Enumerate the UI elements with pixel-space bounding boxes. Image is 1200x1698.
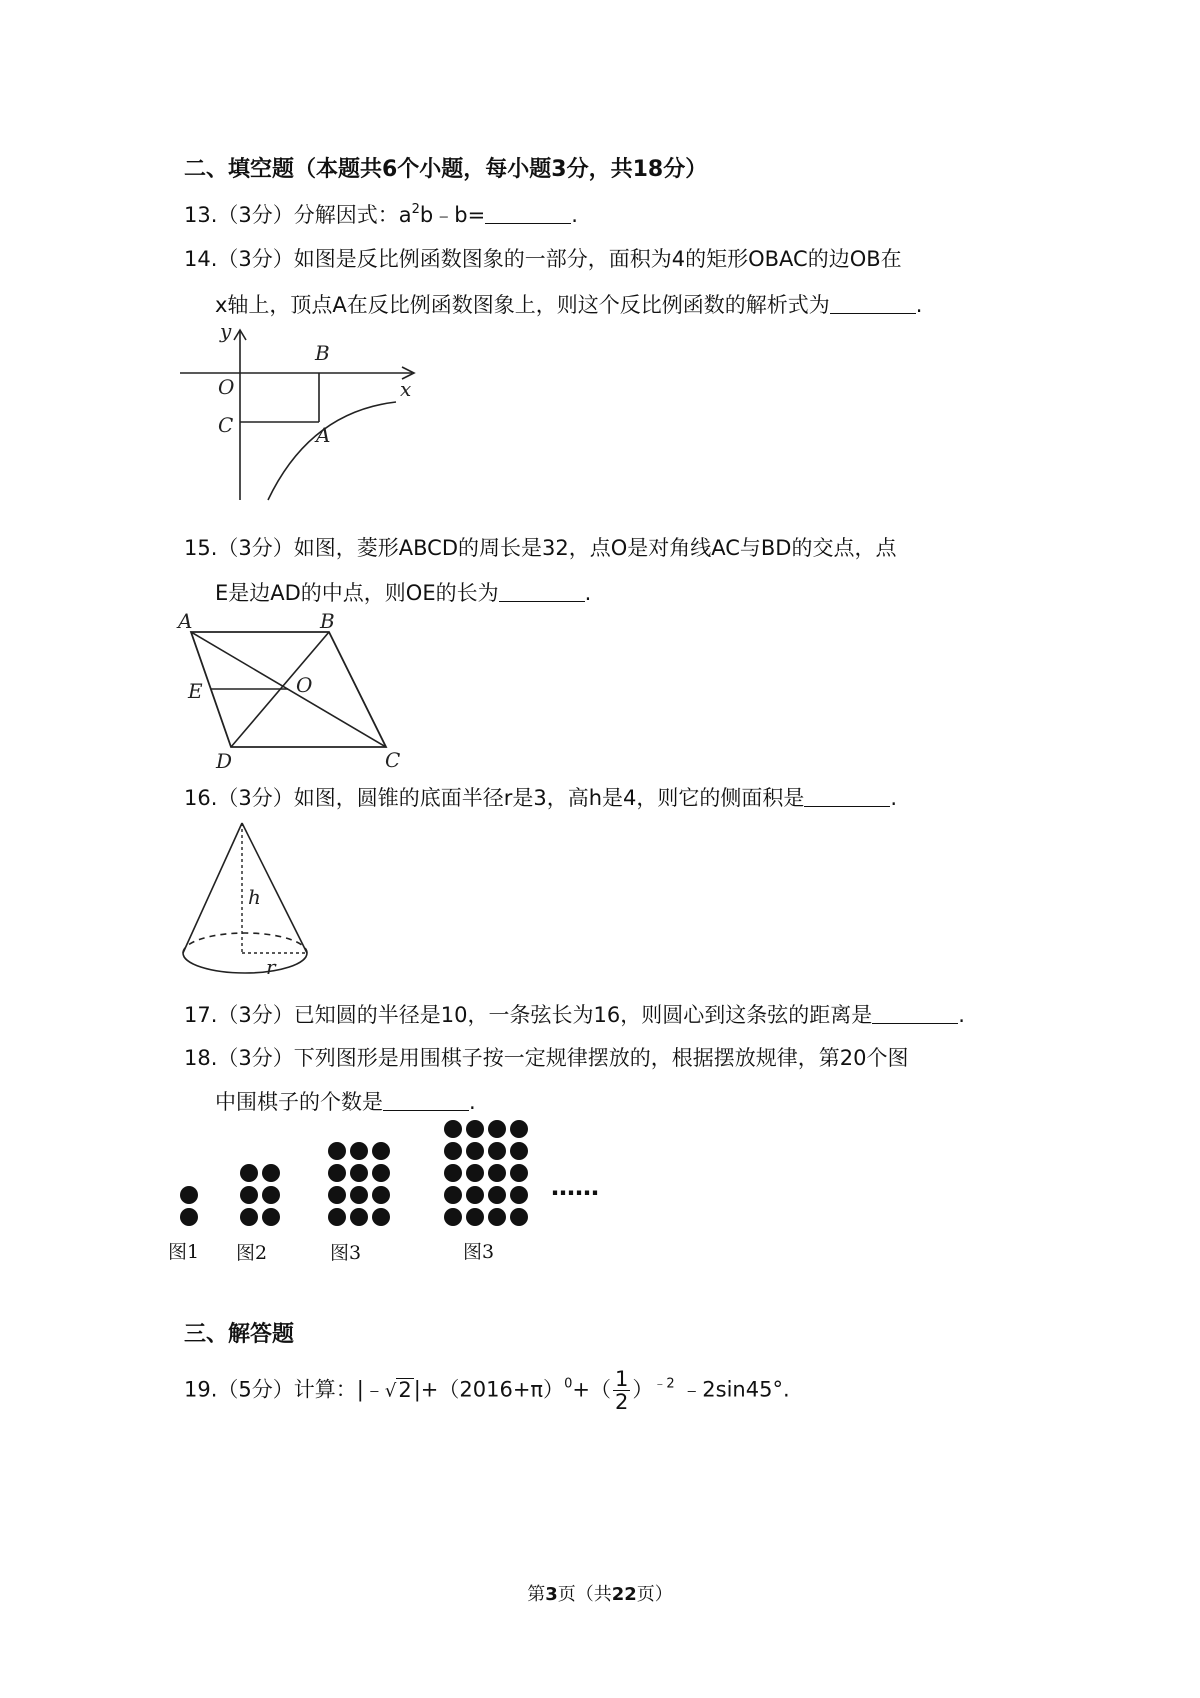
go-stone [466,1208,484,1226]
q19-fraction [613,1368,630,1413]
label-b: B [315,341,330,365]
stones-group [180,1120,528,1226]
q18-period: . [469,1090,476,1114]
go-stone [328,1142,346,1160]
caption-fig3: 图3 [330,1242,362,1264]
go-stone [372,1142,390,1160]
q17-text: 17.（3分）已知圆的半径是10，一条弦长为16，则圆心到这条弦的距离是 [184,1003,873,1027]
label-y: y [220,319,232,343]
label-x: x [400,377,412,401]
q15-period: . [584,581,592,605]
go-stone [240,1164,258,1182]
footer-page-number: 3 [545,1584,558,1605]
label-o: O [218,375,235,399]
label-h: h [248,885,261,909]
go-stone [262,1208,280,1226]
q14-period: . [915,293,923,317]
go-stone [328,1208,346,1226]
label-a: A [178,609,193,633]
section-3-title: 三、解答题 [184,1322,295,1347]
go-stone [350,1164,368,1182]
go-stone [328,1186,346,1204]
go-stone [510,1142,528,1160]
footer-suffix: 页） [636,1584,673,1605]
q13-answer-blank[interactable] [485,201,571,224]
q19-frac-num: 1 [614,1367,629,1391]
go-stone [444,1164,462,1182]
q19-exp-zero: 0 [564,1376,573,1392]
q18-figure [168,1125,638,1275]
question-18-line2 [215,1087,476,1117]
go-stone [466,1120,484,1138]
label-c: C [218,413,234,437]
go-stone [350,1186,368,1204]
q19-close-paren: ） [632,1377,654,1402]
q15-answer-blank[interactable] [499,579,585,602]
q14-answer-blank[interactable] [830,291,916,314]
q14-text-line2: x轴上，顶点A在反比例函数图象上，则这个反比例函数的解析式为 [215,293,830,317]
go-stone [466,1164,484,1182]
go-stone [510,1120,528,1138]
footer-total-pages: 22 [611,1584,637,1605]
go-stone [180,1208,198,1226]
q19-abs-open: |﹣ [356,1377,385,1402]
label-c: C [385,748,401,772]
q15-figure [178,609,410,773]
go-stone [240,1186,258,1204]
cone-base-front [183,953,307,973]
go-stone [444,1120,462,1138]
go-stone [372,1208,390,1226]
go-stone [488,1208,506,1226]
q19-plus: +（ [572,1377,611,1402]
q19-exp-neg2: ﹣2 [653,1376,675,1392]
go-stone [444,1142,462,1160]
q18-text-line2: 中围棋子的个数是 [215,1090,383,1114]
q15-text-line1: 15.（3分）如图，菱形ABCD的周长是32，点O是对角线AC与BD的交点，点 [184,536,897,560]
cone-base-back [183,933,307,953]
label-b: B [320,609,335,633]
question-18-line1 [184,1043,908,1073]
go-stone [262,1164,280,1182]
page-footer [0,1580,1200,1606]
q19-prefix: 19.（5分）计算： [184,1377,357,1402]
section-2-title: 二、填空题（本题共6个小题，每小题3分，共18分） [184,157,708,182]
section-3-heading [184,1320,294,1350]
question-13 [184,200,578,230]
go-stone [262,1186,280,1204]
label-e: E [188,679,203,703]
go-stone [350,1208,368,1226]
go-stone [488,1142,506,1160]
go-stone [488,1120,506,1138]
go-stone [510,1208,528,1226]
q19-frac-den: 2 [614,1390,629,1414]
hyperbola-curve [268,402,396,500]
label-a: A [316,423,331,447]
q18-answer-blank[interactable] [383,1088,469,1111]
go-stone [510,1164,528,1182]
q13-text: 13.（3分）分解因式：a [184,203,412,227]
question-14-line1 [184,244,902,274]
label-o: O [296,673,313,697]
ellipsis: …… [551,1173,599,1201]
question-19: 19.（5分）计算：$|﹣√2|+(2016+\pi)^0+$（ $\frac{1}{2}$ ）$^{﹣2}$ ﹣2sin45°. [184,1367,790,1414]
q16-period: . [890,786,898,810]
go-stone [466,1142,484,1160]
go-stone [444,1208,462,1226]
go-stone [350,1142,368,1160]
caption-fig4: 图3 [463,1241,495,1263]
go-stone [240,1208,258,1226]
section-2-heading [184,155,707,185]
go-stone [444,1186,462,1204]
go-stone [328,1164,346,1182]
q19-sqrt-arg: 2 [398,1377,412,1402]
question-17 [184,1000,965,1030]
q19-abs-close: |+（2016+π） [413,1377,565,1402]
q18-text-line1: 18.（3分）下列图形是用围棋子按一定规律摆放的，根据摆放规律，第20个图 [184,1046,909,1070]
question-16 [184,783,897,813]
go-stone [180,1186,198,1204]
go-stone [372,1186,390,1204]
question-14-line2 [215,290,922,320]
q19-tail: ﹣2sin45°. [681,1377,790,1402]
caption-fig2: 图2 [236,1242,268,1264]
go-stone [488,1164,506,1182]
caption-fig1: 图1 [168,1241,200,1263]
q13-period: . [571,203,578,227]
q16-text: 16.（3分）如图，圆锥的底面半径r是3，高h是4，则它的侧面积是 [184,786,805,810]
go-stone [510,1186,528,1204]
q15-text-line2: E是边AD的中点，则OE的长为 [215,581,499,605]
question-15-line1 [184,533,896,563]
q13-text-rest: b﹣b= [419,203,486,227]
q17-period: . [958,1003,965,1027]
go-stone [488,1186,506,1204]
label-r: r [266,955,276,979]
footer-mid: 页（共 [557,1584,612,1605]
question-15-line2 [215,578,591,608]
label-d: D [216,749,233,773]
q17-answer-blank[interactable] [872,1001,958,1024]
go-stone [372,1164,390,1182]
go-stone [466,1186,484,1204]
q14-text-line1: 14.（3分）如图是反比例函数图象的一部分，面积为4的矩形OBAC的边OB在 [184,247,902,271]
footer-prefix: 第 [527,1584,546,1605]
q14-figure [180,319,440,510]
q16-figure [180,818,340,988]
q16-answer-blank[interactable] [804,784,890,807]
q13-exponent: 2 [411,202,420,217]
